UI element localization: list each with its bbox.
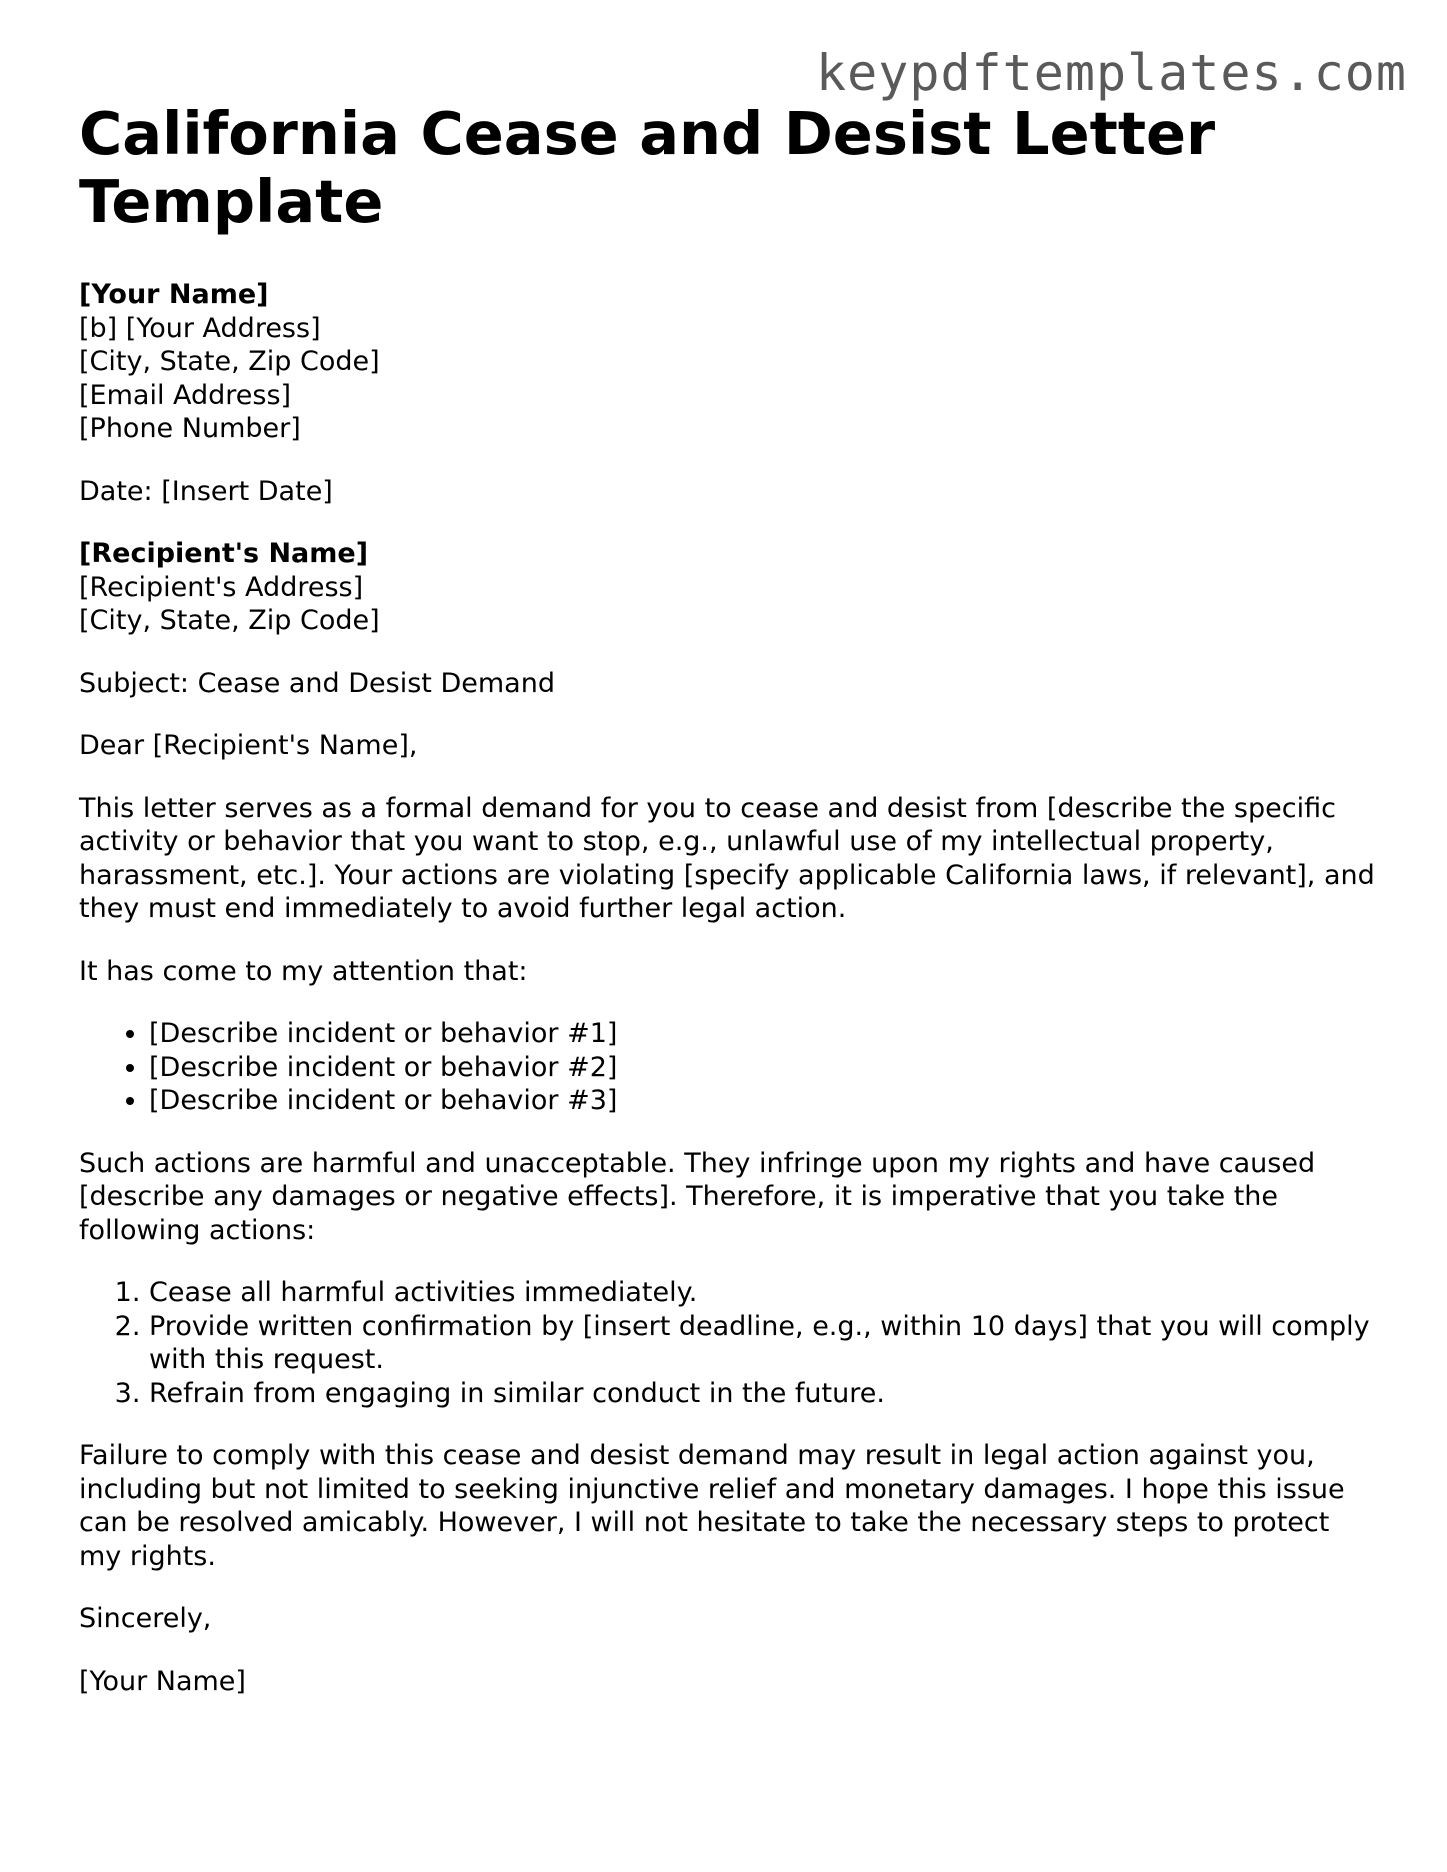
- list-item: • [Describe incident or behavior #2]: [149, 1051, 1379, 1085]
- sender-name: [Your Name]: [79, 279, 269, 310]
- sender-address: [b] [Your Address]: [79, 312, 321, 344]
- page-title: California Cease and Desist Letter Template: [79, 99, 1216, 236]
- closing: Sincerely,: [79, 1603, 212, 1634]
- sender-block: [79, 278, 1379, 446]
- recipient-city: [City, State, Zip Code]: [79, 605, 380, 636]
- incident-list: [79, 1017, 1379, 1118]
- sender-city: [City, State, Zip Code]: [79, 346, 380, 377]
- list-item: 3. Refrain from engaging in similar conduct in the future.: [149, 1377, 1379, 1411]
- signature: [Your Name]: [79, 1665, 246, 1697]
- body-paragraph-1: This letter serves as a formal demand for you to cease and desist from [describe the specific activity or behavior that you want to stop, e.g., unlawful use of my intellectual property, harassment, etc.]. Your actions are violating [specify applicable California laws, if relevant], and they must end immediately to avoid further legal action.: [79, 792, 1375, 924]
- sender-phone: [Phone Number]: [79, 413, 301, 444]
- body-paragraph-2: Such actions are harmful and unacceptable. They infringe upon my rights and have caused [describe any damages or negative effects]. Therefore, it is imperative that you take the following actions:: [79, 1147, 1316, 1246]
- letter-document: [79, 100, 1379, 1698]
- salutation: Dear [Recipient's Name],: [79, 730, 418, 761]
- watermark-text: keypdftemplates.com: [816, 44, 1407, 102]
- list-item: 2. Provide written confirmation by [insert deadline, e.g., within 10 days] that you will comply with this request.: [149, 1310, 1379, 1377]
- recipient-name: [Recipient's Name]: [79, 538, 369, 569]
- sender-email: [Email Address]: [79, 379, 292, 411]
- body-paragraph-3: Failure to comply with this cease and desist demand may result in legal action against you, including but not limited to seeking injunctive relief and monetary damages. I hope this issue can be resolved amicably. However, I will not hesitate to take the necessary steps to protect my rights.: [79, 1440, 1345, 1572]
- list-item: • [Describe incident or behavior #3]: [149, 1084, 1379, 1118]
- list-item: 1. Cease all harmful activities immediately.: [149, 1276, 1379, 1310]
- actions-list: [79, 1276, 1379, 1410]
- recipient-address: [Recipient's Address]: [79, 571, 364, 603]
- list-item: • [Describe incident or behavior #1]: [149, 1017, 1379, 1051]
- attention-intro: It has come to my attention that:: [79, 955, 528, 987]
- subject-line: Subject: Cease and Desist Demand: [79, 667, 555, 699]
- recipient-block: [79, 537, 1379, 638]
- date-line: Date: [Insert Date]: [79, 475, 333, 507]
